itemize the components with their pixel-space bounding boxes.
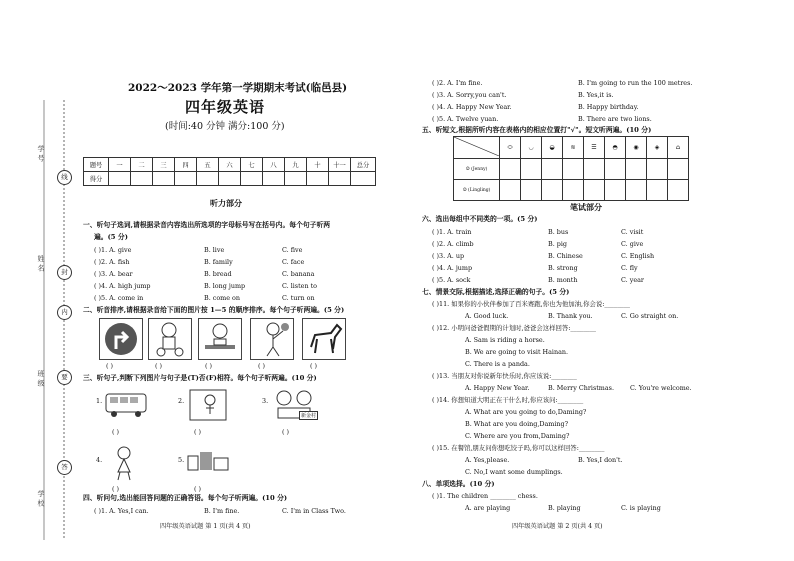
q1-option-b: B. family xyxy=(204,258,233,266)
tick-cell[interactable] xyxy=(521,180,542,201)
q3-label: 1. xyxy=(96,397,103,405)
q6-item[interactable]: ( )3. A. up xyxy=(432,252,465,260)
binding-circle: 答 xyxy=(57,460,72,475)
q1-option-b: B. long jump xyxy=(204,282,246,290)
q4-item[interactable]: ( )4. A. Happy New Year. xyxy=(432,103,512,111)
q6-option-b: B. Chinese xyxy=(548,252,583,260)
q7-option: A. Sam is riding a horse. xyxy=(465,336,545,344)
q5-instruction: 五、听短文,根据所听内容在表格内的相应位置打"√"。短文听两遍。(10 分) xyxy=(422,126,652,134)
q4-item[interactable]: ( )1. A. Yes,I can. xyxy=(94,507,149,515)
q3-label: 3. xyxy=(262,397,269,405)
score-cell: 总分 xyxy=(351,158,376,172)
q8-question[interactable]: ( )1. The children ________ chess. xyxy=(432,492,538,500)
binding-circle: 封 xyxy=(57,265,72,280)
noodles-icon: ≋ xyxy=(563,137,584,159)
q7-option: C. You're welcome. xyxy=(630,384,692,392)
score-cell: 三 xyxy=(153,158,175,172)
cake-icon: ⌂ xyxy=(668,137,689,159)
egg-icon: ⬭ xyxy=(500,137,521,159)
q7-option: C. Where are you from,Daming? xyxy=(465,432,570,440)
q6-item[interactable]: ( )4. A. jump xyxy=(432,264,473,272)
tick-cell[interactable] xyxy=(542,159,563,180)
q6-option-c: C. English xyxy=(621,252,655,260)
q2-answer-blank[interactable]: ( ) xyxy=(258,362,266,370)
score-table-score-row xyxy=(84,172,376,186)
q7-option: A. Yes,please. xyxy=(465,456,510,464)
score-input-cell[interactable] xyxy=(285,172,307,186)
burger-icon: ☰ xyxy=(584,137,605,159)
girl-skipping-icon xyxy=(104,444,144,482)
tick-cell[interactable] xyxy=(605,180,626,201)
climbing-boy-icon xyxy=(186,386,230,422)
score-input-cell[interactable] xyxy=(307,172,329,186)
q4-instruction: 四、听问句,选出能回答问题的正确答语。每个句子听两遍。(10 分) xyxy=(83,494,288,502)
new-year-sign: 新金村 xyxy=(301,413,317,419)
bowl-icon: ◡ xyxy=(521,137,542,159)
boy-reading-icon xyxy=(199,319,241,359)
tick-cell[interactable] xyxy=(626,159,647,180)
score-row-label: 得分 xyxy=(84,172,109,186)
q8-option: B. playing xyxy=(548,504,581,512)
tick-cell[interactable] xyxy=(563,180,584,201)
girl-icon: ☺ xyxy=(465,166,470,172)
q2-answer-blank[interactable]: ( ) xyxy=(106,362,114,370)
q2-answer-blank[interactable]: ( ) xyxy=(155,362,163,370)
q6-option-c: C. visit xyxy=(621,228,644,236)
horse-icon xyxy=(303,319,345,359)
q2-instruction: 二、听音排序,请根据录音给下面的图片按 1—5 的顺序排序。每个句子听两遍。(5 分) xyxy=(83,306,345,314)
score-cell: 八 xyxy=(263,158,285,172)
q7-option: B. Yes,I don't. xyxy=(578,456,623,464)
q7-option: C. No,I want some dumplings. xyxy=(465,468,563,476)
tick-cell[interactable] xyxy=(584,180,605,201)
q2-picture-basketball xyxy=(250,318,294,360)
q3-label: 4. xyxy=(96,456,103,464)
q7-option: C. Go straight on. xyxy=(621,312,679,320)
tick-cell[interactable] xyxy=(647,159,668,180)
q7-option: C. There is a panda. xyxy=(465,360,530,368)
tick-cell[interactable] xyxy=(647,180,668,201)
q3-answer-blank[interactable]: ( ) xyxy=(194,428,202,436)
q4-option-c: C. I'm in Class Two. xyxy=(282,507,346,515)
fish-icon: ◈ xyxy=(647,137,668,159)
boy-icon xyxy=(149,319,191,359)
q1-option-c: C. banana xyxy=(282,270,315,278)
q2-answer-blank[interactable]: ( ) xyxy=(310,362,318,370)
binding-lines xyxy=(0,0,78,561)
score-input-cell[interactable] xyxy=(241,172,263,186)
binding-circle: 线 xyxy=(57,170,72,185)
binding-margin xyxy=(0,0,78,561)
q8-option: A. are playing xyxy=(465,504,511,512)
q1-instruction-cont: 遍。(5 分) xyxy=(94,233,128,241)
q1-item[interactable]: ( )3. A. bear xyxy=(94,270,133,278)
score-table xyxy=(83,157,376,186)
q4-option-b: B. I'm going to run the 100 metres. xyxy=(578,79,693,87)
q6-option-b: B. bus xyxy=(548,228,569,236)
school-label: 学 校 xyxy=(37,490,45,507)
girl-icon: ☺ xyxy=(462,187,467,193)
tick-cell[interactable] xyxy=(500,180,521,201)
score-table-header-row xyxy=(84,158,376,172)
q7-option: B. What are you doing,Daming? xyxy=(465,420,569,428)
q4-item[interactable]: ( )2. A. I'm fine. xyxy=(432,79,483,87)
q7-question[interactable]: ( )13. 当朋友对你说新年快乐时,你应该说:________ xyxy=(432,372,577,380)
q2-picture-boy-cycling xyxy=(148,318,192,360)
q3-answer-blank[interactable]: ( ) xyxy=(112,485,120,493)
tick-cell[interactable] xyxy=(542,180,563,201)
q2-picture-horse xyxy=(302,318,346,360)
q1-item[interactable]: ( )5. A. come in xyxy=(94,294,144,302)
q1-item[interactable]: ( )2. A. fish xyxy=(94,258,130,266)
name-label: 姓 名 xyxy=(37,255,45,272)
score-cell: 四 xyxy=(175,158,197,172)
q7-option: A. What are you going to do,Daming? xyxy=(465,408,587,416)
score-input-cell[interactable] xyxy=(197,172,219,186)
page-footer-right: 四年级英语试题 第 2 页(共 4 页) xyxy=(512,523,603,530)
score-cell: 一 xyxy=(109,158,131,172)
q2-answer-blank[interactable]: ( ) xyxy=(205,362,213,370)
exam-time-score: (时间:40 分钟 满分:100 分) xyxy=(165,121,285,132)
q3-answer-blank[interactable]: ( ) xyxy=(112,428,120,436)
q8-instruction: 八、单项选择。(10 分) xyxy=(422,480,495,488)
q5-jenny-row xyxy=(454,159,689,180)
q7-instruction: 七、情景交际,根据描述,选择正确的句子。(5 分) xyxy=(422,288,570,296)
q6-item[interactable]: ( )2. A. climb xyxy=(432,240,474,248)
score-cell: 题号 xyxy=(84,158,109,172)
tick-cell[interactable] xyxy=(500,159,521,180)
q1-option-b: B. come on xyxy=(204,294,241,302)
q1-option-c: C. turn on xyxy=(282,294,315,302)
exam-title: 2022～2023 学年第一学期期末考试(临邑县) xyxy=(128,82,348,94)
q6-option-c: C. fly xyxy=(621,264,638,272)
bus-icon xyxy=(104,390,148,420)
pizza-icon: ◉ xyxy=(626,137,647,159)
q4-option-b: B. Happy birthday. xyxy=(578,103,639,111)
q1-item[interactable]: ( )4. A. high jump xyxy=(94,282,151,290)
score-input-cell[interactable] xyxy=(219,172,241,186)
score-cell: 九 xyxy=(285,158,307,172)
q7-option: B. Thank you. xyxy=(548,312,593,320)
q4-item[interactable]: ( )5. A. Twelve yuan. xyxy=(432,115,499,123)
q6-item[interactable]: ( )1. A. train xyxy=(432,228,472,236)
q1-option-c: C. face xyxy=(282,258,305,266)
q6-item[interactable]: ( )5. A. sock xyxy=(432,276,471,284)
student-number-label: 学 号 xyxy=(37,145,45,162)
q6-instruction: 六、选出每组中不同类的一项。(5 分) xyxy=(422,215,538,223)
score-input-cell[interactable] xyxy=(109,172,131,186)
q3-answer-blank[interactable]: ( ) xyxy=(194,485,202,493)
basketball-player-icon xyxy=(251,319,293,359)
q1-instruction: 一、听句子选词,请根据录音内容选出所选项的字母标号写在括号内。每个句子听两 xyxy=(83,221,331,229)
binding-circle: 要 xyxy=(57,370,72,385)
score-cell: 五 xyxy=(197,158,219,172)
tick-cell[interactable] xyxy=(563,159,584,180)
q5-food-grid xyxy=(453,136,689,201)
binding-circle: 内 xyxy=(57,305,72,320)
rice-icon: ◒ xyxy=(542,137,563,159)
town-street-icon xyxy=(186,448,232,472)
q6-option-b: B. strong xyxy=(548,264,578,272)
q4-option-b: B. Yes,it is. xyxy=(578,91,614,99)
q4-option-b: B. I'm fine. xyxy=(204,507,240,515)
q7-option: A. Good luck. xyxy=(465,312,509,320)
q1-option-c: C. listen to xyxy=(282,282,318,290)
score-input-cell[interactable] xyxy=(175,172,197,186)
q1-option-b: B. live xyxy=(204,246,225,254)
grid-corner xyxy=(454,137,500,159)
q7-question[interactable]: ( )15. 在餐馆,朋友问你想吃饺子吗,你可以这样回答:________ xyxy=(432,444,605,452)
dumplings-icon: ◓ xyxy=(605,137,626,159)
q7-option: B. Merry Christmas. xyxy=(548,384,614,392)
tick-cell[interactable] xyxy=(521,159,542,180)
q2-picture-boy-at-table xyxy=(198,318,242,360)
jenny-label: ☺ (Jenny) xyxy=(454,159,500,180)
q2-picture-turn-sign xyxy=(99,318,143,360)
q6-option-b: B. pig xyxy=(548,240,567,248)
tick-cell[interactable] xyxy=(668,159,689,180)
q7-question[interactable]: ( )11. 如果你的小伙伴参加了百米赛跑,你也为他加油,你会说:________ xyxy=(432,300,630,308)
q4-option-b: B. There are two lions. xyxy=(578,115,652,123)
score-input-cell[interactable] xyxy=(351,172,376,186)
score-input-cell[interactable] xyxy=(329,172,351,186)
q1-option-c: C. five xyxy=(282,246,303,254)
tick-cell[interactable] xyxy=(605,159,626,180)
listening-section-header: 听力部分 xyxy=(210,198,242,208)
q6-option-c: C. year xyxy=(621,276,644,284)
q5-lingling-row xyxy=(454,180,689,201)
score-cell: 七 xyxy=(241,158,263,172)
tick-cell[interactable] xyxy=(584,159,605,180)
score-input-cell[interactable] xyxy=(263,172,285,186)
q7-question[interactable]: ( )12. 小明问爸爸假期的计划时,爸爸会这样回答:________ xyxy=(432,324,596,332)
tick-cell[interactable] xyxy=(626,180,647,201)
q7-option: B. We are going to visit Hainan. xyxy=(465,348,569,356)
lingling-label: ☺ (Lingling) xyxy=(454,180,500,201)
q3-label: 5. xyxy=(178,456,185,464)
q3-answer-blank[interactable]: ( ) xyxy=(282,428,290,436)
score-input-cell[interactable] xyxy=(131,172,153,186)
tick-cell[interactable] xyxy=(668,180,689,201)
q4-item[interactable]: ( )3. A. Sorry,you can't. xyxy=(432,91,507,99)
score-input-cell[interactable] xyxy=(153,172,175,186)
q7-option: A. Happy New Year. xyxy=(465,384,530,392)
score-cell: 二 xyxy=(131,158,153,172)
score-cell: 十 xyxy=(307,158,329,172)
writing-section-header: 笔试部分 xyxy=(570,202,602,212)
score-cell: 十一 xyxy=(329,158,351,172)
q3-instruction: 三、听句子,判断下列图片与句子是(T)否(F)相符。每个句子听两遍。(10 分) xyxy=(83,374,317,382)
q5-food-row xyxy=(454,137,689,159)
q6-option-c: C. give xyxy=(621,240,644,248)
page-footer-left: 四年级英语试题 第 1 页(共 4 页) xyxy=(160,523,251,530)
exam-subject: 四年级英语 xyxy=(185,98,266,116)
q1-option-b: B. bread xyxy=(204,270,232,278)
turn-right-sign-icon xyxy=(100,319,142,359)
q7-question[interactable]: ( )14. 你想知道大明正在干什么时,你应该问:________ xyxy=(432,396,584,404)
score-cell: 六 xyxy=(219,158,241,172)
class-label: 班 级 xyxy=(37,370,45,387)
q1-item[interactable]: ( )1. A. give xyxy=(94,246,132,254)
q8-option: C. is playing xyxy=(621,504,661,512)
q6-option-b: B. month xyxy=(548,276,578,284)
q3-label: 2. xyxy=(178,397,185,405)
